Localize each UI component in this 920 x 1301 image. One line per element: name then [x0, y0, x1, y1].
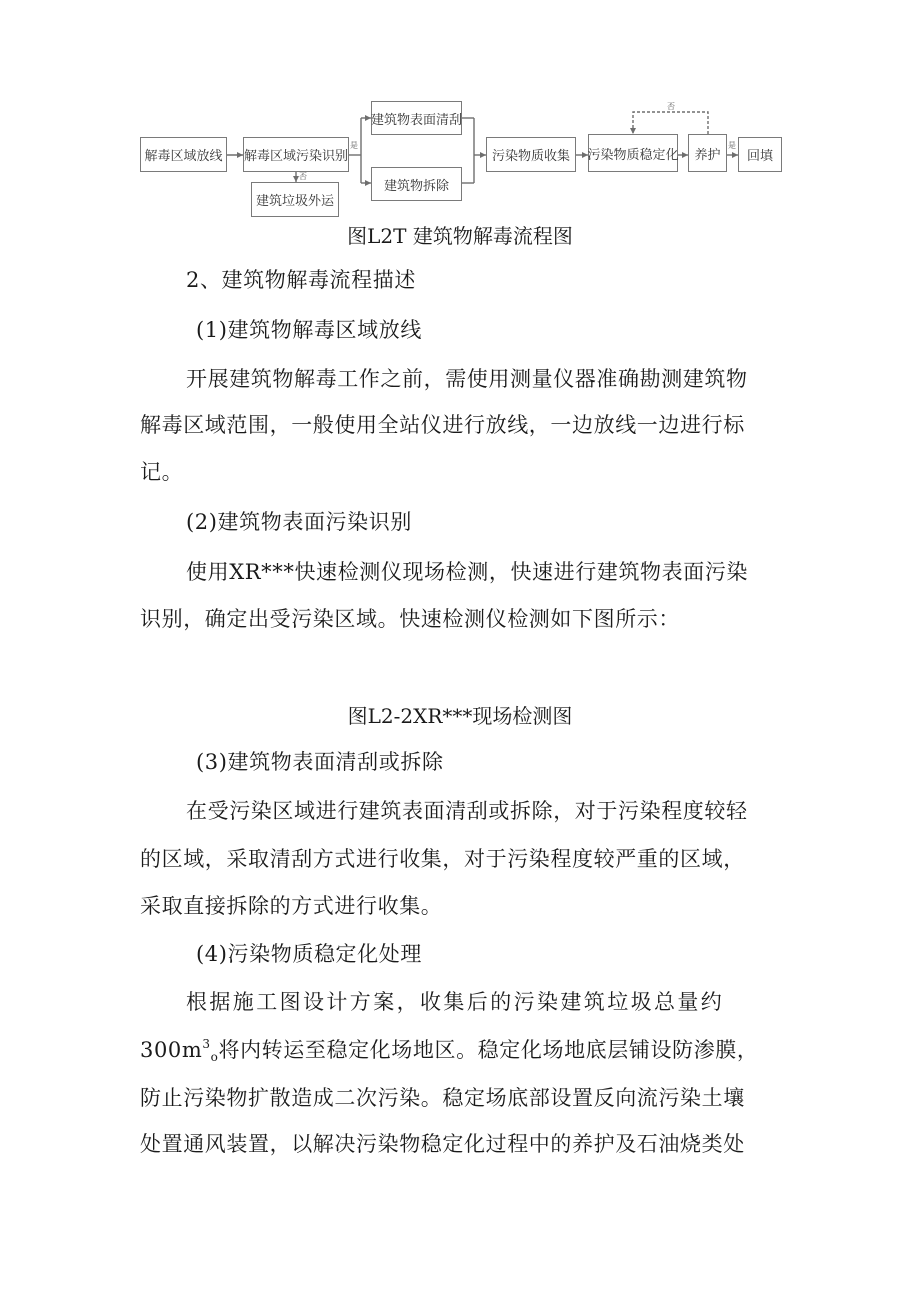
sub2-line: 使用XR***快速检测仪现场检测，快速进行建筑物表面污染 [186, 560, 749, 584]
volume-subscript: o [210, 1050, 219, 1064]
sub4-line-2 [140, 1036, 758, 1064]
sub3-line: 的区域，采取清刮方式进行收集，对于污染程度较严重的区域， [140, 847, 745, 871]
flow-node-transport: 建筑垃圾外运 [251, 182, 339, 217]
sub1-line: 开展建筑物解毒工作之前，需使用测量仪器准确勘测建筑物 [186, 367, 748, 391]
flow-node-scrape: 建筑物表面清刮 [371, 101, 462, 135]
sub1-heading: (1)建筑物解毒区域放线 [196, 318, 422, 342]
figure-1-caption: 图L2T 建筑物解毒流程图 [347, 224, 573, 248]
flow-node-stabilize: 污染物质稳定化 [588, 134, 678, 172]
flow-node-backfill: 回填 [738, 137, 782, 172]
flow-node-cure: 养护 [688, 134, 727, 172]
flow-label-no-loop: 否 [667, 102, 675, 111]
sub4-line: 处置通风装置，以解决污染物稳定化过程中的养护及石油烧类处 [140, 1132, 745, 1156]
sub4-heading: (4)污染物质稳定化处理 [196, 942, 422, 966]
sub3-heading: (3)建筑物表面清刮或拆除 [196, 750, 444, 774]
figure-2-caption: 图L2-2XR***现场检测图 [347, 704, 573, 728]
volume-exponent: 3 [202, 1037, 211, 1051]
sub4-line: 根据施工图设计方案，收集后的污染建筑垃圾总量约 [186, 990, 725, 1014]
sub1-line: 记。 [140, 460, 184, 484]
volume-value: 300m [140, 1038, 203, 1062]
sub4-line: 防止污染物扩散造成二次污染。稳定场底部设置反向流污染土壤 [140, 1086, 745, 1110]
flow-node-layout-line: 解毒区域放线 [140, 137, 227, 172]
sub2-heading: (2)建筑物表面污染识别 [186, 510, 412, 534]
section-heading: 2、建筑物解毒流程描述 [186, 268, 416, 292]
flow-node-identify: 解毒区域污染识别 [243, 137, 349, 172]
sub2-line: 识别，确定出受污染区域。快速检测仪检测如下图所示： [140, 607, 680, 631]
flow-label-yes-identify: 是 [350, 141, 358, 150]
flow-node-collect: 污染物质收集 [486, 137, 576, 172]
sub4-line-2-text: 将内转运至稳定化场地区。稳定化场地底层铺设防渗膜， [218, 1038, 759, 1062]
flow-label-no-transport: 否 [299, 172, 307, 181]
sub3-line: 采取直接拆除的方式进行收集。 [140, 894, 443, 918]
flow-node-demolish: 建筑物拆除 [371, 167, 462, 201]
flowchart [0, 0, 920, 230]
flow-label-yes-cure: 是 [728, 141, 736, 150]
sub3-line: 在受污染区域进行建筑表面清刮或拆除，对于污染程度较轻 [186, 799, 748, 823]
sub1-line: 解毒区域范围，一般使用全站仪进行放线，一边放线一边进行标 [140, 413, 745, 437]
